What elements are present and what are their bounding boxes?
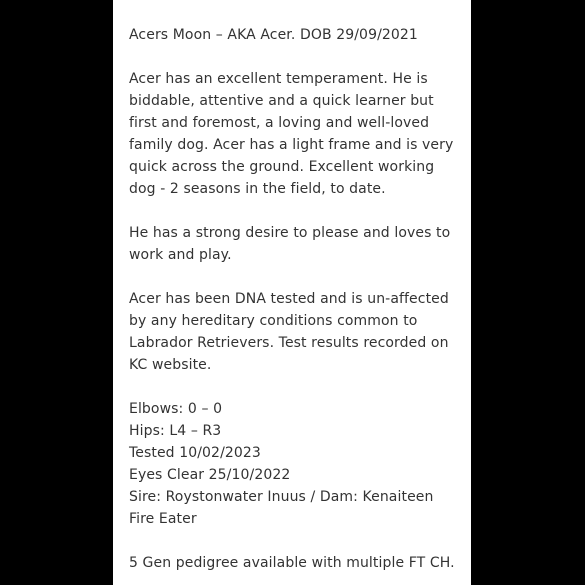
desire-paragraph bbox=[129, 222, 471, 266]
health-results-paragraph bbox=[129, 398, 471, 530]
text-line: dog - 2 seasons in the field, to date. bbox=[129, 181, 386, 197]
dog-heading bbox=[129, 24, 471, 46]
text-line: Acer has been DNA tested and is un-affected bbox=[129, 291, 449, 307]
text-line: family dog. Acer has a light frame and is very bbox=[129, 137, 454, 153]
sire-dam-line-continued: Fire Eater bbox=[129, 511, 197, 527]
text-line: biddable, attentive and a quick learner but bbox=[129, 93, 434, 109]
elbows-line: Elbows: 0 – 0 bbox=[129, 401, 223, 417]
eyes-line: Eyes Clear 25/10/2022 bbox=[129, 467, 291, 483]
tested-date-line: Tested 10/02/2023 bbox=[129, 445, 261, 461]
pedigree-paragraph bbox=[129, 552, 471, 574]
text-line: Acer has an excellent temperament. He is bbox=[129, 71, 428, 87]
heading-line: Acers Moon – AKA Acer. DOB 29/09/2021 bbox=[129, 27, 418, 43]
text-line: KC website. bbox=[129, 357, 212, 373]
sire-dam-line: Sire: Roystonwater Inuus / Dam: Kenaiteen bbox=[129, 489, 434, 505]
text-line: He has a strong desire to please and loves to bbox=[129, 225, 451, 241]
text-line: Labrador Retrievers. Test results recorded on bbox=[129, 335, 449, 351]
text-line: 5 Gen pedigree available with multiple FT CH. bbox=[129, 555, 455, 571]
text-line: first and foremost, a loving and well-loved bbox=[129, 115, 430, 131]
dna-paragraph bbox=[129, 288, 471, 376]
text-line: quick across the ground. Excellent working bbox=[129, 159, 435, 175]
text-panel bbox=[113, 0, 471, 585]
text-line: work and play. bbox=[129, 247, 232, 263]
temperament-paragraph bbox=[129, 68, 471, 200]
hips-line: Hips: L4 – R3 bbox=[129, 423, 222, 439]
text-line: by any hereditary conditions common to bbox=[129, 313, 418, 329]
